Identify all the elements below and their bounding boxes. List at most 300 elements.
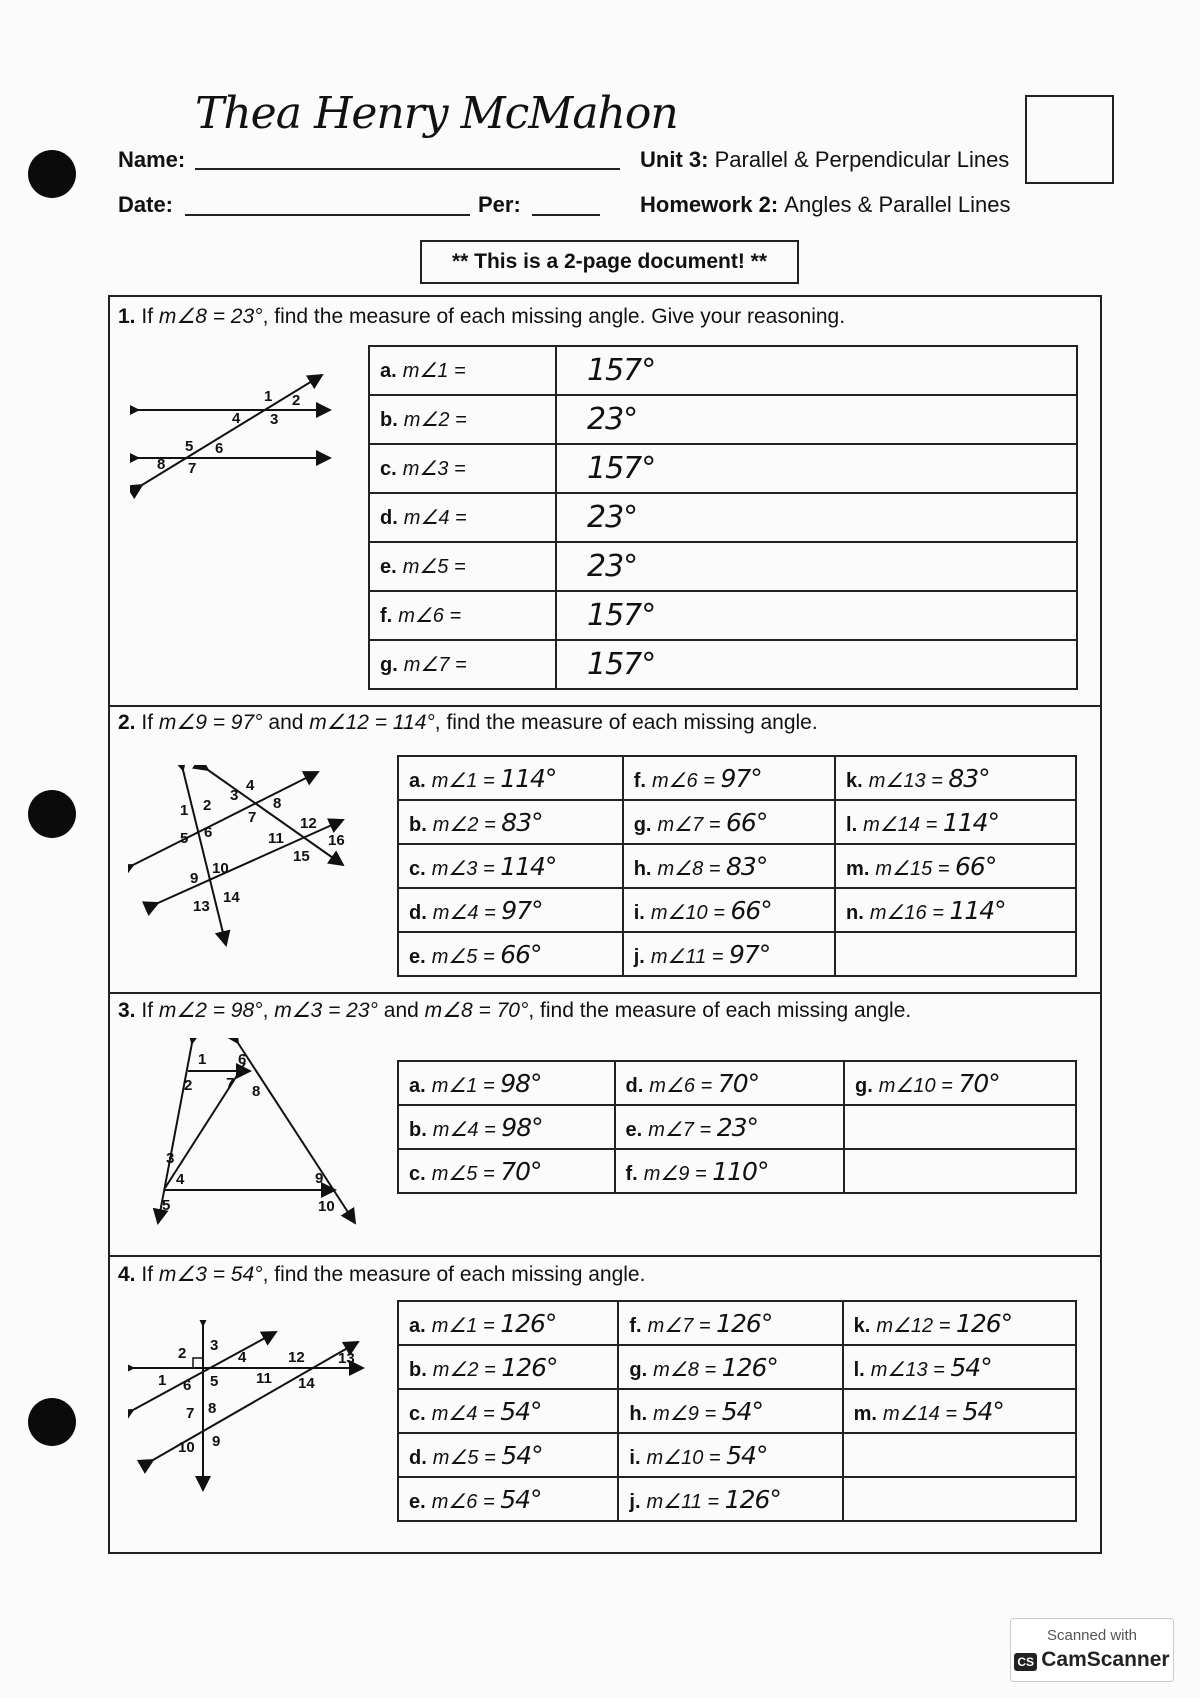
homework-title: Angles & Parallel Lines [784,192,1011,217]
angle-label: m∠4 = [403,507,467,529]
handwritten-answer: 97° [720,763,762,793]
q4-label-3: 3 [210,1337,219,1354]
q2-label-4: 4 [246,777,255,794]
q2-label-14: 14 [223,889,240,906]
angle-label: m∠6 = [431,1490,495,1513]
q2-pre: If [141,711,154,734]
item-letter: e. [625,1118,643,1141]
answer-cell [843,1389,1076,1433]
table-row [398,1301,1076,1345]
binder-hole-middle [28,790,76,838]
q2-label-6: 6 [204,824,213,841]
handwritten-answer: 126° [721,1352,778,1382]
table-row [398,888,1076,932]
angle-label: m∠7 = [657,813,721,836]
per-label: Per: [478,192,521,217]
item-letter: e. [409,945,426,968]
q4-pre: If [141,1263,154,1286]
handwritten-answer: 66° [726,807,768,837]
angle-label: m∠5 = [402,556,466,578]
unit-label: Unit 3: [640,147,709,172]
handwritten-answer: 97° [729,939,771,969]
handwritten-answer: 98° [500,1068,542,1098]
item-letter: a. [409,769,426,792]
handwritten-answer: 66° [955,851,997,881]
empty-cell [843,1477,1076,1521]
angle-label: m∠4 = [432,1118,496,1141]
table-row [369,542,1077,591]
handwritten-answer: 114° [949,895,1006,925]
q1-label-5: 5 [185,438,194,455]
name-signature: Thea Henry McMahon [195,88,678,139]
stamp-line-1: Scanned with [1046,1627,1138,1644]
item-letter: g. [380,654,398,676]
q3-label-5: 5 [162,1197,171,1214]
angle-cell [369,640,556,689]
item-letter: b. [409,1118,427,1141]
q4-right-angle-mark [193,1358,203,1368]
answer-cell [398,800,623,844]
handwritten-answer: 157° [587,598,656,633]
answer-cell [556,591,1077,640]
handwritten-answer: 126° [501,1352,558,1382]
answer-cell [623,932,835,976]
q4-prompt [118,1262,645,1287]
answer-cell [835,800,1076,844]
q3-mid: and [383,999,419,1022]
handwritten-answer: 66° [500,939,542,969]
q4-label-1: 1 [158,1372,167,1389]
answer-cell [835,888,1076,932]
item-letter: g. [633,813,652,836]
q1-diagram [130,365,345,500]
divider-q3-q4 [108,1255,1100,1257]
q1-label-1: 1 [264,388,273,405]
item-letter: f. [625,1162,638,1185]
q3-line-right [238,1043,355,1223]
two-page-notice: ** This is a 2-page document! ** [420,240,799,284]
q2-label-9: 9 [190,870,199,887]
angle-label: m∠5 = [431,1162,495,1185]
item-letter: l. [846,813,858,836]
answer-cell [556,493,1077,542]
q3-label-10: 10 [318,1198,335,1215]
q4-label-9: 9 [212,1433,221,1450]
answer-cell [398,756,623,800]
angle-label: m∠5 = [431,945,495,968]
item-letter: a. [380,360,397,382]
handwritten-answer: 126° [724,1484,781,1514]
angle-label: m∠2 = [432,813,496,836]
handwritten-answer: 70° [717,1068,760,1098]
item-letter: f. [633,769,646,792]
item-letter: b. [409,1358,427,1381]
q4-diagram [128,1320,373,1495]
answer-cell [398,1149,615,1193]
handwritten-answer: 98° [501,1112,543,1142]
divider-q1-q2 [108,705,1100,707]
answer-cell [398,1061,615,1105]
answer-cell [398,1345,618,1389]
q2-label-15: 15 [293,848,310,865]
item-letter: m. [846,857,870,880]
item-letter: d. [380,507,398,529]
answer-cell [556,640,1077,689]
empty-cell [843,1433,1076,1477]
q2-given-2: m∠12 = 114° [309,711,435,734]
item-letter: g. [629,1358,648,1381]
q4-answer-table [397,1300,1077,1522]
q1-prompt [118,304,845,329]
item-letter: i. [629,1446,641,1469]
angle-label: m∠10 = [878,1074,953,1097]
handwritten-answer: 54° [726,1440,768,1470]
item-letter: e. [380,556,397,578]
table-row [398,756,1076,800]
answer-cell [615,1105,845,1149]
q2-label-13: 13 [193,898,210,915]
table-row [398,1477,1076,1521]
camscanner-logo-icon: CS [1014,1653,1037,1671]
item-letter: d. [409,1446,427,1469]
q4-text: , find the measure of each missing angle. [262,1263,646,1286]
angle-label: m∠8 = [657,857,721,880]
handwritten-answer: 54° [721,1396,763,1426]
item-letter: a. [409,1314,426,1337]
table-row [398,1061,1076,1105]
item-letter: l. [853,1358,865,1381]
handwritten-answer: 23° [587,500,638,535]
q1-given: m∠8 = 23° [158,305,263,328]
table-row [369,591,1077,640]
answer-cell [835,844,1076,888]
answer-cell [618,1389,842,1433]
unit-heading [640,147,1009,173]
q2-label-7: 7 [248,809,257,826]
q2-number: 2. [118,711,136,734]
angle-label: m∠14 = [882,1402,958,1425]
q2-text: , find the measure of each missing angle. [434,711,818,734]
handwritten-answer: 114° [500,763,557,793]
handwritten-answer: 70° [958,1068,1000,1098]
q3-text: , find the measure of each missing angle. [528,999,912,1022]
answer-cell [615,1149,845,1193]
empty-cell [844,1105,1076,1149]
q4-line-diagonal-top [133,1332,276,1410]
item-letter: a. [409,1074,426,1097]
answer-cell [623,800,835,844]
handwritten-answer: 157° [587,353,656,388]
q4-label-2: 2 [178,1345,187,1362]
answer-cell [398,1477,618,1521]
unit-title: Parallel & Perpendicular Lines [714,147,1010,172]
angle-label: m∠4 = [432,901,496,924]
q3-label-7: 7 [226,1075,235,1092]
q2-label-16: 16 [328,832,345,849]
angle-label: m∠6 = [649,1074,713,1097]
item-letter: b. [409,813,427,836]
handwritten-answer: 54° [501,1440,543,1470]
answer-cell [843,1301,1076,1345]
angle-label: m∠13 = [868,769,943,792]
angle-cell [369,395,556,444]
answer-cell [623,888,835,932]
table-row [369,493,1077,542]
q1-answer-table [368,345,1078,690]
q1-label-8: 8 [157,456,166,473]
item-letter: c. [409,857,426,880]
angle-label: m∠1 = [431,769,495,792]
angle-cell [369,591,556,640]
angle-label: m∠3 = [402,458,466,480]
handwritten-answer: 54° [500,1484,542,1514]
q2-answer-table [397,755,1077,977]
item-letter: d. [409,901,427,924]
handwritten-answer: 157° [587,647,656,682]
angle-label: m∠8 = [653,1358,717,1381]
angle-label: m∠1 = [402,360,466,382]
table-row [398,800,1076,844]
item-letter: j. [629,1490,641,1513]
table-row [369,444,1077,493]
angle-cell [369,493,556,542]
table-row [398,1389,1076,1433]
angle-label: m∠15 = [875,857,950,880]
q1-label-2: 2 [292,392,301,409]
angle-label: m∠3 = [431,857,495,880]
q2-prompt [118,710,818,735]
handwritten-answer: 126° [716,1308,773,1338]
angle-label: m∠10 = [650,901,725,924]
q3-given-1: m∠2 = 98° [158,999,263,1022]
angle-label: m∠10 = [646,1446,721,1469]
answer-cell [618,1301,842,1345]
q2-label-10: 10 [212,860,229,877]
table-row [398,1345,1076,1389]
q3-given-2: m∠3 = 23° [274,999,378,1022]
q2-label-2: 2 [203,797,212,814]
binder-hole-top [28,150,76,198]
answer-cell [556,444,1077,493]
table-row [398,1433,1076,1477]
item-letter: m. [853,1402,877,1425]
q2-line-a [133,772,318,865]
q3-label-3: 3 [166,1150,175,1167]
angle-label: m∠13 = [870,1358,945,1381]
handwritten-answer: 54° [950,1352,992,1382]
score-box [1025,95,1114,184]
q3-label-6: 6 [238,1051,247,1068]
q1-label-6: 6 [215,440,224,457]
angle-label: m∠11 = [646,1490,720,1513]
homework-heading [640,192,1011,218]
item-letter: b. [380,409,398,431]
q2-mid: and [268,711,304,734]
handwritten-answer: 97° [501,895,543,925]
answer-cell [843,1345,1076,1389]
table-row [398,932,1076,976]
item-letter: c. [409,1162,426,1185]
table-row [398,844,1076,888]
q4-label-5: 5 [210,1373,219,1390]
angle-label: m∠9 = [643,1162,707,1185]
angle-label: m∠7 = [647,1314,711,1337]
angle-cell [369,542,556,591]
q2-given-1: m∠9 = 97° [158,711,263,734]
answer-cell [398,888,623,932]
divider-q2-q3 [108,992,1100,994]
q1-label-3: 3 [270,411,279,428]
item-letter: d. [625,1074,644,1097]
item-letter: c. [409,1402,426,1425]
empty-cell [844,1149,1076,1193]
q2-diagram [128,765,358,955]
item-letter: f. [629,1314,642,1337]
item-letter: f. [380,605,393,627]
q4-label-7: 7 [186,1405,195,1422]
item-letter: h. [629,1402,648,1425]
handwritten-answer: 114° [500,851,557,881]
stamp-line-2: CamScanner [1041,1648,1170,1671]
q4-label-11: 11 [256,1370,272,1387]
answer-cell [618,1477,842,1521]
handwritten-answer: 126° [500,1308,557,1338]
answer-cell [556,395,1077,444]
answer-cell [398,844,623,888]
answer-cell [623,844,835,888]
answer-cell [556,542,1077,591]
q1-number: 1. [118,305,136,328]
table-row [369,346,1077,395]
q4-given: m∠3 = 54° [158,1263,263,1286]
angle-label: m∠11 = [650,945,724,968]
table-row [369,640,1077,689]
q4-label-6: 6 [183,1377,192,1394]
handwritten-answer: 126° [955,1308,1013,1338]
q3-label-2: 2 [184,1077,193,1094]
angle-label: m∠12 = [876,1314,951,1337]
homework-label: Homework 2: [640,192,779,217]
q4-label-13: 13 [338,1350,355,1367]
q3-number: 3. [118,999,136,1022]
answer-cell [398,1433,618,1477]
name-line [195,168,620,170]
angle-label: m∠1 = [431,1074,495,1097]
answer-cell [623,756,835,800]
item-letter: e. [409,1490,426,1513]
item-letter: i. [633,901,645,924]
angle-label: m∠16 = [869,901,944,924]
item-letter: c. [380,458,397,480]
handwritten-answer: 54° [962,1396,1004,1426]
angle-label: m∠7 = [648,1118,712,1141]
q3-diagram [140,1038,370,1228]
q3-label-9: 9 [315,1170,324,1187]
angle-label: m∠9 = [653,1402,717,1425]
table-row [398,1105,1076,1149]
answer-cell [398,1301,618,1345]
angle-label: m∠6 = [398,605,462,627]
answer-cell [398,932,623,976]
q1-text: , find the measure of each missing angle. Give your reasoning. [262,305,846,328]
answer-cell [618,1433,842,1477]
q2-label-11: 11 [268,830,284,847]
answer-cell [615,1061,845,1105]
item-letter: g. [855,1074,873,1097]
angle-cell [369,346,556,395]
name-label: Name: [118,147,186,172]
q2-label-3: 3 [230,787,239,804]
handwritten-answer: 114° [942,807,1000,837]
angle-label: m∠2 = [403,409,467,431]
angle-label: m∠4 = [431,1402,495,1425]
q1-pre: If [141,305,154,328]
q3-label-4: 4 [176,1171,185,1188]
stamp-brand [1011,1648,1173,1672]
handwritten-answer: 23° [716,1112,759,1142]
q3-given-3: m∠8 = 70° [424,999,529,1022]
q2-label-5: 5 [180,830,189,847]
date-line [185,214,470,216]
q2-label-12: 12 [300,815,317,832]
handwritten-answer: 110° [712,1156,769,1186]
handwritten-answer: 23° [587,549,638,584]
item-letter: k. [846,769,863,792]
handwritten-answer: 23° [587,402,638,437]
binder-hole-bottom [28,1398,76,1446]
camscanner-stamp [1010,1618,1174,1682]
answer-cell [556,346,1077,395]
q2-label-8: 8 [273,795,282,812]
item-letter: h. [633,857,652,880]
answer-cell [844,1061,1076,1105]
q4-label-8: 8 [208,1400,217,1417]
handwritten-answer: 66° [730,895,772,925]
q3-line-left [158,1043,192,1223]
empty-cell [835,932,1076,976]
handwritten-answer: 83° [726,851,768,881]
per-line [532,214,600,216]
angle-label: m∠5 = [432,1446,496,1469]
angle-label: m∠14 = [863,813,938,836]
answer-cell [398,1105,615,1149]
angle-label: m∠6 = [651,769,715,792]
q3-label-1: 1 [198,1051,207,1068]
angle-label: m∠2 = [432,1358,496,1381]
q4-label-14: 14 [298,1375,315,1392]
q4-number: 4. [118,1263,136,1286]
q3-prompt: 3. If m∠2 = 98°, m∠3 = 23° and m∠8 = 70°, find the measure of each missing angle. [118,999,912,1022]
handwritten-answer: 83° [501,807,543,837]
angle-label: m∠1 = [431,1314,495,1337]
q3-pre: If [141,999,154,1022]
q1-label-4: 4 [232,410,241,427]
table-row [369,395,1077,444]
q4-label-10: 10 [178,1439,195,1456]
table-row [398,1149,1076,1193]
q4-label-4: 4 [238,1349,247,1366]
q3-label-8: 8 [252,1083,261,1100]
item-letter: j. [633,945,645,968]
answer-cell [835,756,1076,800]
answer-cell [618,1345,842,1389]
angle-cell [369,444,556,493]
item-letter: n. [846,901,864,924]
angle-label: m∠7 = [403,654,467,676]
date-label: Date: [118,192,174,217]
handwritten-answer: 157° [587,451,656,486]
q4-label-12: 12 [288,1349,305,1366]
